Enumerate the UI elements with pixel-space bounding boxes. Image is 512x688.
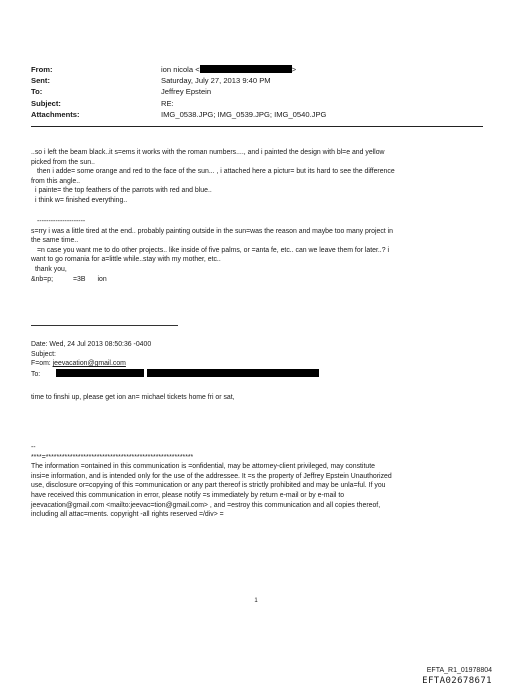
body-line: thank you, <box>35 265 67 273</box>
disclaimer-line: insi=e information, and is intended only for the use of the addressee. It =s the property of Jeffrey Epstein Unauthorized <box>31 472 392 480</box>
message-body-continued <box>31 217 481 284</box>
quoted-date: Date: Wed, 24 Jul 2013 08:50:36 -0400 <box>31 341 152 348</box>
to-row <box>31 86 471 97</box>
body-line: from this angle.. <box>31 177 81 185</box>
page-number: 1 <box>254 598 258 604</box>
subject-value: RE: <box>161 98 174 108</box>
redaction-box <box>200 65 292 73</box>
body-line <box>31 275 481 285</box>
quote-divider <box>31 325 178 326</box>
disclaimer-line: use, disclosure or=copying of this =ommunication or any part thereof is strictly prohibited and may be unla=ful. If you <box>31 482 386 490</box>
disclaimer-line: The information =ontained in this communication is =onfidential, may be attorney-client privileged, may constitute <box>31 463 375 471</box>
email-header <box>31 64 471 120</box>
body-line: s=rry i was a little tired at the end.. probably painting outside in the sun=was the reason and maybe too many project in <box>31 227 393 235</box>
quoted-text: time to finshi up, please get ion an= michael tickets home fri or sat, <box>31 393 235 401</box>
disclaimer-line: have received this communication in error, please notify =s immediately by return e-mail or by e-mail to <box>31 491 345 499</box>
from-name: ion nicola < <box>161 65 200 74</box>
from-suffix: > <box>291 65 297 74</box>
quoted-from <box>31 359 481 369</box>
quoted-from-email: jeevacation@gmail.com <box>52 360 126 368</box>
attachments-row <box>31 109 471 120</box>
body-line: i painte= the top feathers of the parrots with red and blue.. <box>35 187 212 195</box>
quoted-message <box>31 340 481 403</box>
quoted-from-prefix: F=om: <box>31 360 53 368</box>
redaction-box <box>147 369 319 377</box>
from-row <box>31 64 471 75</box>
quoted-subject: Subject: <box>31 350 56 358</box>
from-label: From: <box>31 65 53 74</box>
bates-number-large: EFTA02678671 <box>422 676 492 686</box>
legal-disclaimer <box>31 443 486 520</box>
body-line: then i adde= some orange and red to the face of the sun... , i attached here a pictur= but its hard to see the difference <box>37 168 395 176</box>
subject-row <box>31 98 471 109</box>
body-line: picked from the sun.. <box>31 158 95 166</box>
bates-number-small: EFTA_R1_01978804 <box>426 667 492 674</box>
disclaimer-line: including all attac=ments. copyright -all rights reserved =/div> = <box>31 511 224 519</box>
sent-row <box>31 75 471 86</box>
from-value <box>161 64 471 75</box>
body-line: the same time.. <box>31 237 79 245</box>
quoted-to-label: To: <box>31 370 41 378</box>
body-line: ..so i left the beam black..it s=ems it works with the roman numbers...., and i painted the design with bl=e and yellow <box>31 149 385 156</box>
nbsp-artifact: &nb=p; <box>31 275 54 283</box>
sent-value: Saturday, July 27, 2013 9:40 PM <box>161 76 271 86</box>
disclaimer-stars: ****=******************************************************* <box>31 453 194 461</box>
encoded-artifact: =3B <box>73 275 86 283</box>
message-body <box>31 148 481 206</box>
header-divider <box>31 126 483 127</box>
redaction-box <box>56 369 144 377</box>
disclaimer-line: jeevacation@gmail.com <mailto:jeevac=tion@gmail.com> , and =estroy this communication and all copies thereof, <box>31 501 381 509</box>
body-line: i think w= finished everything.. <box>35 196 128 204</box>
attachments-label: Attachments: <box>31 109 80 119</box>
disclaimer-dashes: -- <box>31 444 36 451</box>
attachments-value: IMG_0538.JPG; IMG_0539.JPG; IMG_0540.JPG <box>161 109 327 119</box>
to-value: Jeffrey Epstein <box>161 87 212 97</box>
body-line: want to go romania for a=little while..stay with my mother, etc.. <box>31 256 221 264</box>
body-line: =n case you want me to do other projects.. like inside of five palms, or =anta fe, etc.. can we leave them for later..? i <box>37 246 389 254</box>
signature-name: ion <box>97 275 107 283</box>
subject-label: Subject: <box>31 98 61 108</box>
sent-label: Sent: <box>31 76 50 86</box>
to-label: To: <box>31 87 43 97</box>
quoted-to <box>31 369 481 380</box>
body-separator: --------------------- <box>37 218 86 225</box>
